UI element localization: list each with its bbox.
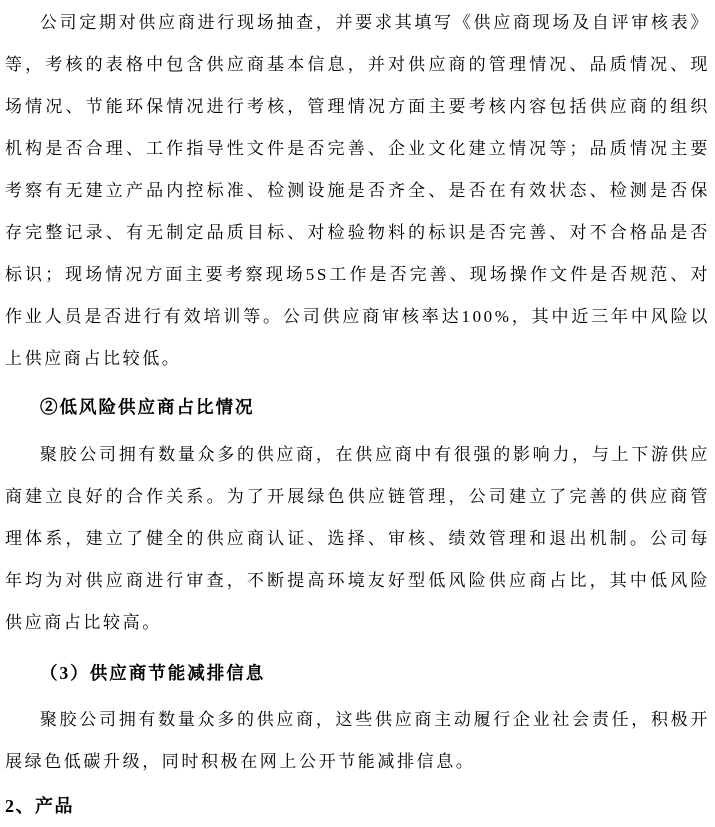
heading-section-product: 2、产品 <box>5 796 74 816</box>
heading-supplier-energy-saving-info: （3）供应商节能减排信息 <box>40 663 266 683</box>
paragraph-low-risk-supplier-ratio: 聚胶公司拥有数量众多的供应商，在供应商中有很强的影响力，与上下游供应商建立良好的合作关系。为了开展绿色供应链管理，公司建立了完善的供应商管理体系，建立了健全的供应商认证、选择、审核、绩效管理和退出机制。公司每年均为对供应商进行审查，不断提高环境友好型低风险供应商占比，其中低风险供应商占比较高。 <box>5 445 710 632</box>
heading-low-risk-supplier-ratio: ②低风险供应商占比情况 <box>40 397 255 417</box>
paragraph-supplier-onsite-audit: 公司定期对供应商进行现场抽查，并要求其填写《供应商现场及自评审核表》等，考核的表格中包含供应商基本信息，并对供应商的管理情况、品质情况、现场情况、节能环保情况进行考核，管理情况方面主要考核内容包括供应商的组织机构是否合理、工作指导性文件是否完善、企业文化建立情况等；品质情况主要考察有无建立产品内控标准、检测设施是否齐全、是否在有效状态、检测是否保存完整记录、有无制定品质目标、对检验物料的标识是否完善、对不合格品是否标识；现场情况方面主要考察现场5S工作是否完善、现场操作文件是否规范、对作业人员是否进行有效培训等。公司供应商审核率达100%，其中近三年中风险以上供应商占比较低。 <box>5 13 710 368</box>
paragraph-supplier-energy-saving: 聚胶公司拥有数量众多的供应商，这些供应商主动履行企业社会责任，积极开展绿色低碳升级，同时积极在网上公开节能减排信息。 <box>5 710 710 771</box>
